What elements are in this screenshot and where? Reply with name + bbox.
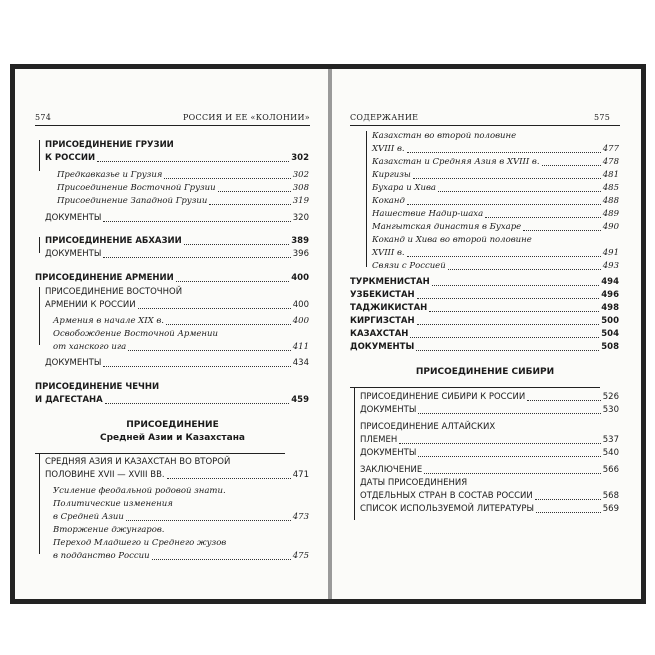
entry-text: Переход Младшего и Среднего жузов (53, 538, 227, 548)
entry-page: 302 (291, 153, 309, 163)
toc-entry (372, 195, 619, 208)
toc-entry (53, 550, 309, 563)
entry-text: XVIII в. (372, 144, 405, 154)
part-heading: Средней Азии и Казахстана (99, 433, 245, 443)
header-rule (350, 125, 620, 126)
entry-page: 504 (601, 329, 619, 339)
entry-text: ПРИСОЕДИНЕНИЕ СИБИРИ К РОССИИ (360, 392, 526, 402)
toc-entry (53, 511, 309, 524)
entry-text: от ханского ига (53, 342, 127, 352)
entry-page: 475 (292, 551, 309, 561)
entry-page: 566 (602, 465, 619, 475)
entry-page: 500 (601, 316, 619, 326)
running-head: СОДЕРЖАНИЕ (350, 113, 419, 122)
entry-text: ОТДЕЛЬНЫХ СТРАН В СОСТАВ РОССИИ (360, 491, 533, 501)
toc-entry (360, 404, 619, 417)
toc-entry (372, 247, 619, 260)
toc-entry (57, 182, 309, 195)
part-heading: ПРИСОЕДИНЕНИЕ (126, 420, 219, 430)
entry-page: 411 (292, 342, 309, 352)
entry-text: ТАДЖИКИСТАН (350, 303, 428, 313)
toc-entry (35, 394, 309, 407)
entry-page: 473 (292, 512, 309, 522)
toc-entry (350, 315, 619, 328)
toc-entry (372, 143, 619, 156)
toc-entry (45, 469, 309, 482)
entry-page: 308 (292, 183, 309, 193)
toc-entry (350, 289, 619, 302)
entry-page: 530 (602, 405, 619, 415)
subsection-title: ДАТЫ ПРИСОЕДИНЕНИЯ (360, 478, 468, 488)
entry-page: 400 (291, 273, 309, 283)
entry-text: ДОКУМЕНТЫ (45, 213, 102, 223)
toc-entry (45, 212, 309, 225)
entry-text: Усиление феодальной родовой знати. (53, 486, 226, 496)
running-head: РОССИЯ И ЕЕ «КОЛОНИИ» (183, 113, 310, 122)
page-number: 574 (35, 113, 52, 122)
entry-text: ДОКУМЕНТЫ (360, 405, 417, 415)
entry-page: 537 (602, 435, 619, 445)
toc-entry (45, 357, 309, 370)
entry-text: И ДАГЕСТАНА (35, 395, 103, 405)
entry-text: ДОКУМЕНТЫ (350, 342, 415, 352)
toc-entry (57, 195, 309, 208)
entry-text: Мангытская династия в Бухаре (372, 222, 522, 232)
entry-text: ТУРКМЕНИСТАН (350, 277, 430, 287)
toc-entry (45, 235, 309, 248)
entry-text: Освобождение Восточной Армении (53, 329, 218, 339)
toc-entry (372, 208, 619, 221)
entry-text: СПИСОК ИСПОЛЬЗУЕМОЙ ЛИТЕРАТУРЫ (360, 504, 534, 514)
toc-entry (360, 434, 619, 447)
entry-text: Присоединение Западной Грузии (57, 196, 208, 206)
section-bar (39, 454, 40, 554)
subsection-title: ПРИСОЕДИНЕНИЕ ВОСТОЧНОЙ (45, 287, 183, 297)
entry-page: 494 (601, 277, 619, 287)
toc-entry (372, 169, 619, 182)
entry-page: 477 (602, 144, 619, 154)
section-bar (39, 287, 40, 345)
entry-text: Коканд (372, 196, 405, 206)
toc-entry (53, 315, 309, 328)
entry-text: Присоединение Восточной Грузии (57, 183, 216, 193)
entry-text: АРМЕНИИ К РОССИИ (45, 300, 136, 310)
entry-page: 540 (602, 448, 619, 458)
toc-entry (372, 221, 619, 234)
toc-entry (57, 169, 309, 182)
entry-page: 478 (602, 157, 619, 167)
toc-entry (372, 182, 619, 195)
page-number: 575 (594, 113, 611, 122)
toc-entry (372, 260, 619, 273)
entry-text: КИРГИЗСТАН (350, 316, 415, 326)
entry-text: Бухара и Хива (372, 183, 436, 193)
section-bar (366, 131, 367, 267)
section-bar (39, 237, 40, 253)
left-page (15, 69, 328, 599)
right-page (332, 69, 641, 599)
entry-page: 471 (292, 470, 309, 480)
entry-text: Нашествие Надир-шаха (372, 209, 484, 219)
toc-entry (350, 276, 619, 289)
entry-text: в Средней Азии (53, 512, 124, 522)
toc-entry (360, 447, 619, 460)
subsection-title: СРЕДНЯЯ АЗИЯ И КАЗАХСТАН ВО ВТОРОЙ (45, 457, 231, 467)
section-bar (354, 388, 355, 520)
entry-page: 320 (292, 213, 309, 223)
entry-page: 481 (602, 170, 619, 180)
entry-page: 496 (601, 290, 619, 300)
toc-entry (350, 341, 619, 354)
entry-page: 569 (602, 504, 619, 514)
entry-text: КАЗАХСТАН (350, 329, 409, 339)
entry-page: 400 (292, 316, 309, 326)
entry-text: XVIII в. (372, 248, 405, 258)
subsection-title: ПРИСОЕДИНЕНИЕ АЛТАЙСКИХ (360, 422, 496, 432)
entry-text: ЗАКЛЮЧЕНИЕ (360, 465, 423, 475)
header-rule (35, 125, 310, 126)
toc-entry (350, 328, 619, 341)
entry-text: ДОКУМЕНТЫ (45, 249, 102, 259)
toc-entry (35, 272, 309, 285)
entry-page: 488 (602, 196, 619, 206)
entry-text: в подданство России (53, 551, 150, 561)
entry-page: 490 (602, 222, 619, 232)
section-title: ПРИСОЕДИНЕНИЕ ЧЕЧНИ (35, 382, 160, 392)
entry-page: 459 (291, 395, 309, 405)
entry-text: К РОССИИ (45, 153, 96, 163)
toc-entry (45, 248, 309, 261)
entry-text: ДОКУМЕНТЫ (360, 448, 417, 458)
entry-text: Киргизы (372, 170, 411, 180)
section-bar (39, 140, 40, 171)
entry-text: Армения в начале XIX в. (53, 316, 164, 326)
entry-text: Предкавказье и Грузия (57, 170, 163, 180)
entry-text: Коканд и Хива во второй половине (372, 235, 532, 245)
entry-page: 568 (602, 491, 619, 501)
toc-entry (45, 299, 309, 312)
entry-page: 434 (292, 358, 309, 368)
toc-entry (360, 391, 619, 404)
entry-page: 396 (292, 249, 309, 259)
toc-entry (360, 464, 619, 477)
entry-text: ПЛЕМЕН (360, 435, 398, 445)
entry-page: 508 (601, 342, 619, 352)
part-heading: ПРИСОЕДИНЕНИЕ СИБИРИ (415, 367, 555, 377)
section-title: ПРИСОЕДИНЕНИЕ ГРУЗИИ (45, 140, 174, 150)
toc-entry (45, 152, 309, 165)
toc-entry (372, 156, 619, 169)
entry-text: Казахстан и Средняя Азия в XVIII в. (372, 157, 540, 167)
entry-text: Казахстан во второй половине (372, 131, 517, 141)
entry-page: 526 (602, 392, 619, 402)
entry-text: ПРИСОЕДИНЕНИЕ АБХАЗИИ (45, 236, 182, 246)
entry-page: 493 (602, 261, 619, 271)
entry-page: 302 (292, 170, 309, 180)
toc-entry (360, 490, 619, 503)
entry-text: Вторжение джунгаров. (53, 525, 165, 535)
entry-page: 389 (291, 236, 309, 246)
entry-text: Политические изменения (53, 499, 173, 509)
toc-entry (350, 302, 619, 315)
entry-page: 489 (602, 209, 619, 219)
book-spread (10, 64, 646, 604)
entry-page: 498 (601, 303, 619, 313)
entry-text: ДОКУМЕНТЫ (45, 358, 102, 368)
entry-page: 485 (602, 183, 619, 193)
entry-text: ПОЛОВИНЕ XVII — XVIII ВВ. (45, 470, 165, 480)
toc-entry (360, 503, 619, 516)
entry-page: 491 (602, 248, 619, 258)
entry-page: 319 (292, 196, 309, 206)
toc-entry (53, 341, 309, 354)
entry-text: Связи с Россией (372, 261, 446, 271)
heading-rule (35, 453, 285, 454)
heading-rule (350, 387, 600, 388)
entry-text: ПРИСОЕДИНЕНИЕ АРМЕНИИ (35, 273, 174, 283)
entry-page: 400 (292, 300, 309, 310)
entry-text: УЗБЕКИСТАН (350, 290, 415, 300)
